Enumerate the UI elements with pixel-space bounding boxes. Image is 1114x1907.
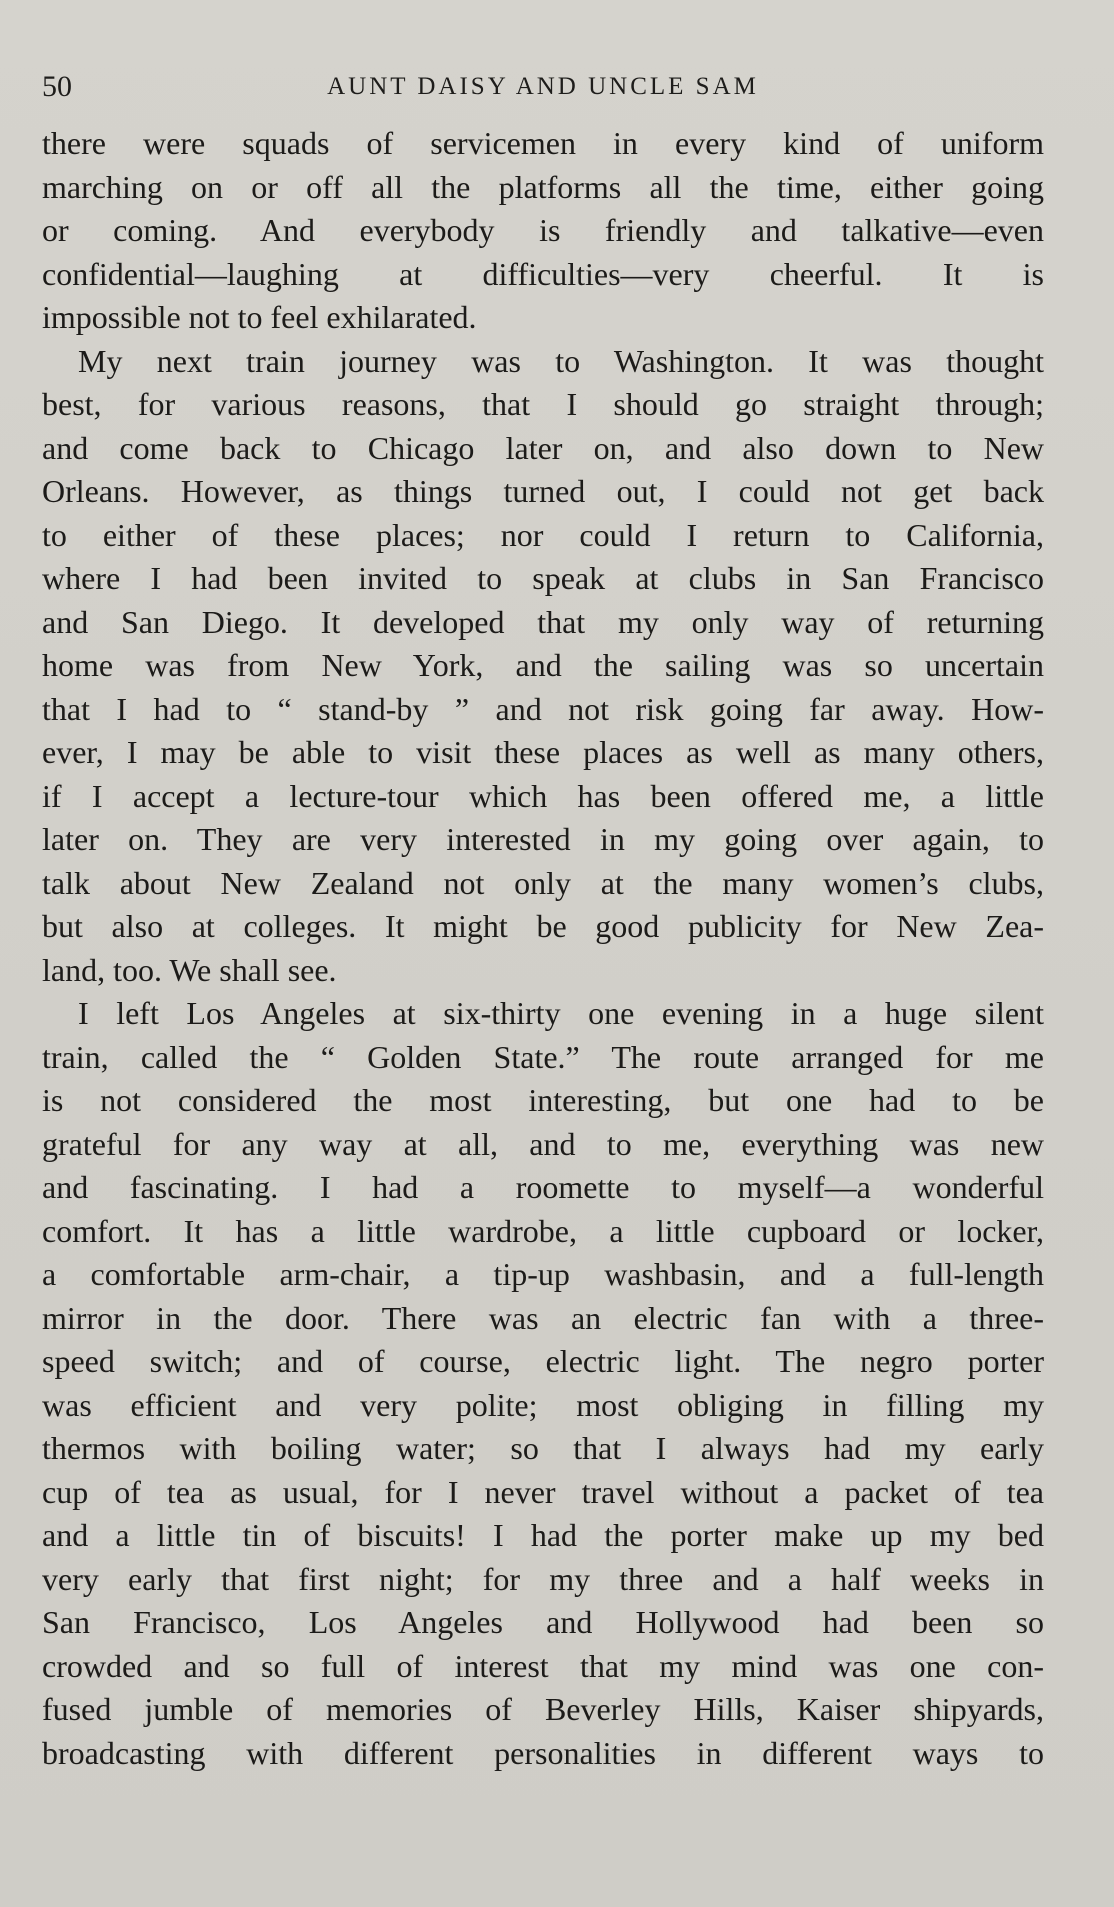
text-line: a comfortable arm-chair, a tip-up washbasin, and a full-length xyxy=(42,1256,1044,1292)
text-line: speed switch; and of course, electric light. The negro porter xyxy=(42,1343,1044,1379)
text-line: and fascinating. I had a roomette to myself—a wonderful xyxy=(42,1169,1044,1205)
text-line: comfort. It has a little wardrobe, a little cupboard or locker, xyxy=(42,1212,1044,1249)
text-line: fused jumble of memories of Beverley Hills, Kaiser shipyards, xyxy=(42,1691,1044,1727)
text-line: impossible not to feel exhilarated. xyxy=(42,299,477,335)
text-line: where I had been invited to speak at clubs in San Francisco xyxy=(42,560,1044,596)
text-line: My next train journey was to Washington. It was thought xyxy=(78,342,1044,379)
text-line: broadcasting with different personalities in different ways to xyxy=(42,1734,1044,1771)
page-number: 50 xyxy=(42,70,72,103)
text-line: crowded and so full of interest that my mind was one con- xyxy=(42,1647,1044,1684)
text-line: but also at colleges. It might be good publicity for New Zea- xyxy=(42,908,1044,944)
text-line: and San Diego. It developed that my only way of returning xyxy=(42,603,1044,640)
text-line: there were squads of servicemen in every kind of uniform xyxy=(42,125,1044,161)
text-line: cup of tea as usual, for I never travel without a packet of tea xyxy=(42,1473,1044,1510)
paragraph-1 xyxy=(42,122,1044,340)
text-line: mirror in the door. There was an electric fan with a three- xyxy=(42,1299,1044,1336)
text-line: grateful for any way at all, and to me, everything was new xyxy=(42,1125,1044,1162)
text-line: and a little tin of biscuits! I had the porter make up my bed xyxy=(42,1517,1044,1553)
text-line: train, called the “ Golden State.” The route arranged for me xyxy=(42,1038,1044,1075)
text-line: is not considered the most interesting, but one had to be xyxy=(42,1082,1044,1118)
text-line: talk about New Zealand not only at the many women’s clubs, xyxy=(42,864,1044,901)
text-line: I left Los Angeles at six-thirty one evening in a huge silent xyxy=(78,995,1044,1031)
text-line: and come back to Chicago later on, and also down to New xyxy=(42,429,1044,466)
text-line: confidential—laughing at difficulties—very cheerful. It is xyxy=(42,255,1044,292)
text-line: to either of these places; nor could I return to California, xyxy=(42,516,1044,553)
text-line: marching on or off all the platforms all the time, either going xyxy=(42,168,1044,205)
text-line: if I accept a lecture-tour which has been offered me, a little xyxy=(42,777,1044,814)
text-line: very early that first night; for my three and a half weeks in xyxy=(42,1560,1044,1597)
text-line: that I had to “ stand-by ” and not risk going far away. How- xyxy=(42,690,1044,727)
text-line: later on. They are very interested in my going over again, to xyxy=(42,821,1044,857)
text-line: or coming. And everybody is friendly and talkative—even xyxy=(42,212,1044,248)
running-head: AUNT DAISY AND UNCLE SAM xyxy=(327,73,759,100)
text-line: Orleans. However, as things turned out, I could not get back xyxy=(42,473,1044,509)
text-line: land, too. We shall see. xyxy=(42,951,337,988)
text-line: was efficient and very polite; most obliging in filling my xyxy=(42,1386,1044,1423)
page-header xyxy=(42,66,1044,108)
body-text xyxy=(42,122,1044,1775)
text-line: thermos with boiling water; so that I always had my early xyxy=(42,1430,1044,1466)
text-line: home was from New York, and the sailing was so uncertain xyxy=(42,647,1044,683)
paragraph-3 xyxy=(42,992,1044,1775)
text-line: best, for various reasons, that I should go straight through; xyxy=(42,386,1044,422)
paragraph-2 xyxy=(42,340,1044,993)
text-line: ever, I may be able to visit these places as well as many others, xyxy=(42,734,1044,770)
text-line: San Francisco, Los Angeles and Hollywood had been so xyxy=(42,1604,1044,1640)
